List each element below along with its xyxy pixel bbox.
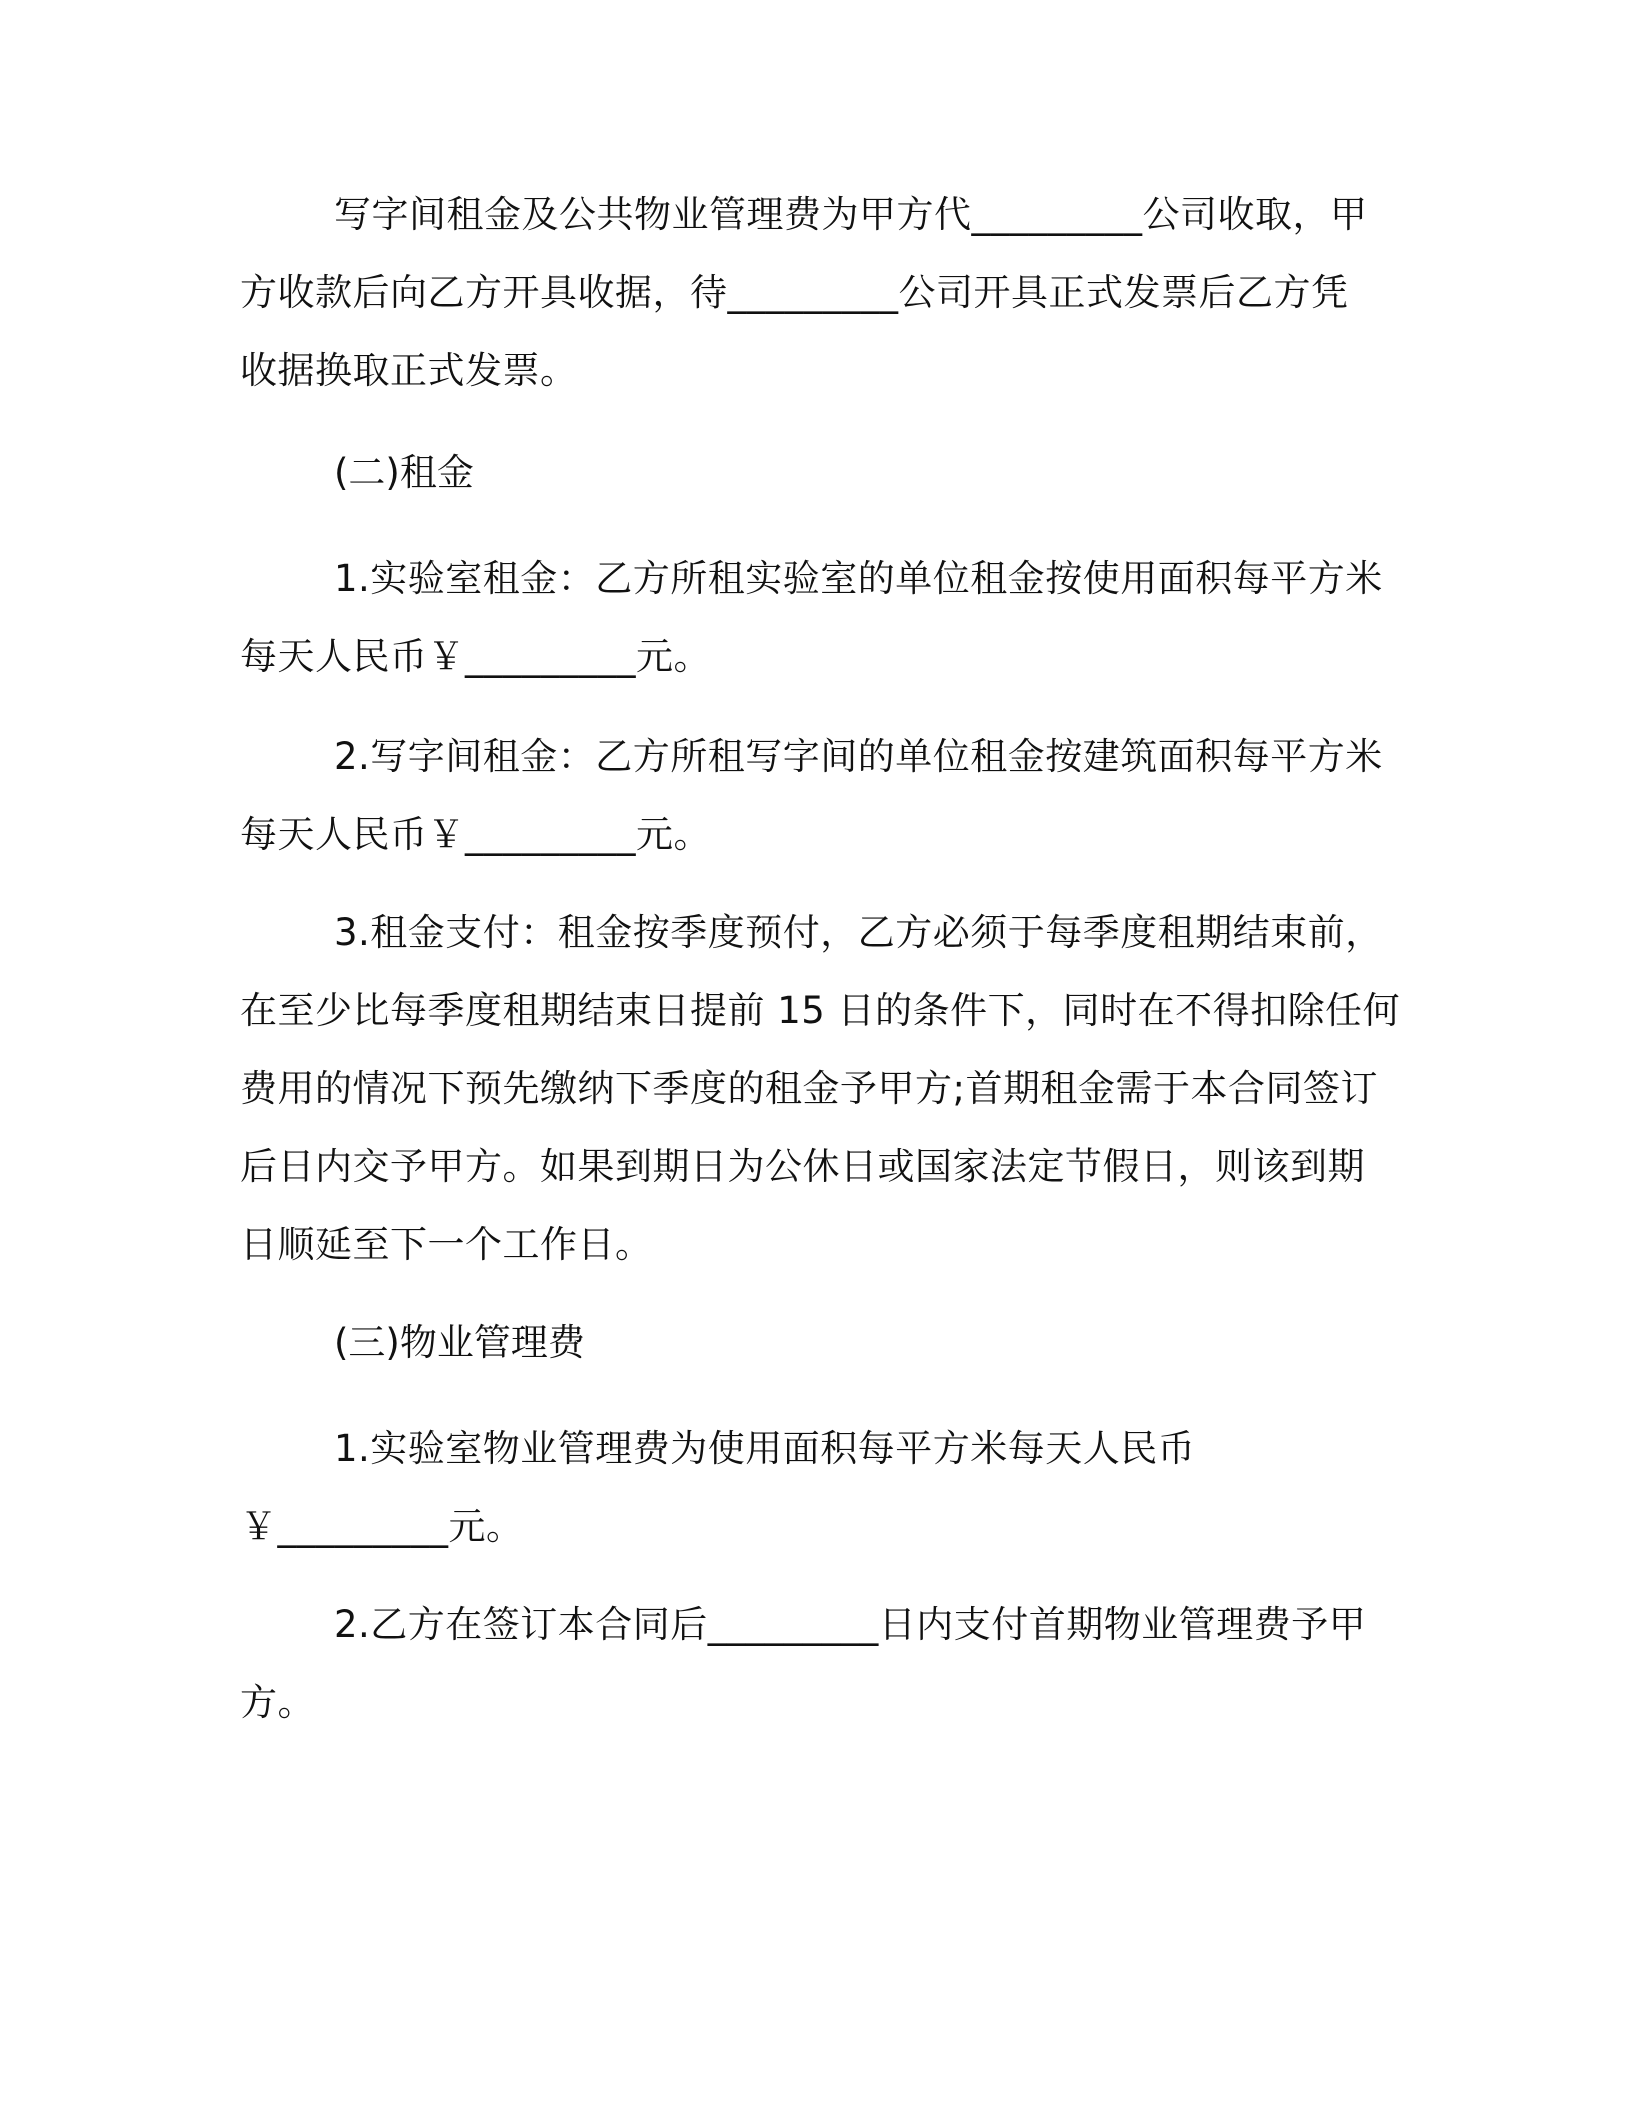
text-line: 1.实验室物业管理费为使用面积每平方米每天人民币 bbox=[334, 1427, 1196, 1470]
text-line: 每天人民币￥_________元。 bbox=[240, 813, 711, 856]
paragraph-office-rent bbox=[240, 718, 1390, 874]
text-line: ￥_________元。 bbox=[240, 1505, 524, 1548]
text-line: 3.租金支付：租金按季度预付，乙方必须于每季度租期结束前， bbox=[334, 911, 1383, 954]
text-line: 每天人民币￥_________元。 bbox=[240, 635, 711, 678]
paragraph-lab-property-fee bbox=[240, 1410, 1390, 1566]
section-heading-rent: (二)租金 bbox=[334, 451, 474, 494]
paragraph-fee-collection bbox=[240, 176, 1390, 410]
text-line: 后日内交予甲方。如果到期日为公休日或国家法定节假日，则该到期 bbox=[240, 1145, 1365, 1188]
section-heading-property-fee: (三)物业管理费 bbox=[334, 1321, 585, 1364]
text-line: 写字间租金及公共物业管理费为甲方代_________公司收取，甲 bbox=[334, 193, 1368, 236]
paragraph-first-property-fee bbox=[240, 1586, 1390, 1742]
text-line: 2.写字间租金：乙方所租写字间的单位租金按建筑面积每平方米 bbox=[334, 735, 1383, 778]
text-line: 收据换取正式发票。 bbox=[240, 349, 578, 392]
text-line: 方。 bbox=[240, 1681, 315, 1724]
text-line: 在至少比每季度租期结束日提前 15 日的条件下，同时在不得扣除任何 bbox=[240, 989, 1401, 1032]
text-line: 1.实验室租金：乙方所租实验室的单位租金按使用面积每平方米 bbox=[334, 557, 1383, 600]
paragraph-rent-payment bbox=[240, 894, 1401, 1284]
text-line: 2.乙方在签订本合同后_________日内支付首期物业管理费予甲 bbox=[334, 1603, 1367, 1646]
text-line: 费用的情况下预先缴纳下季度的租金予甲方;首期租金需于本合同签订 bbox=[240, 1067, 1378, 1110]
text-line: 方收款后向乙方开具收据，待_________公司开具正式发票后乙方凭 bbox=[240, 271, 1349, 314]
paragraph-lab-rent bbox=[240, 540, 1390, 696]
text-line: 日顺延至下一个工作日。 bbox=[240, 1223, 653, 1266]
